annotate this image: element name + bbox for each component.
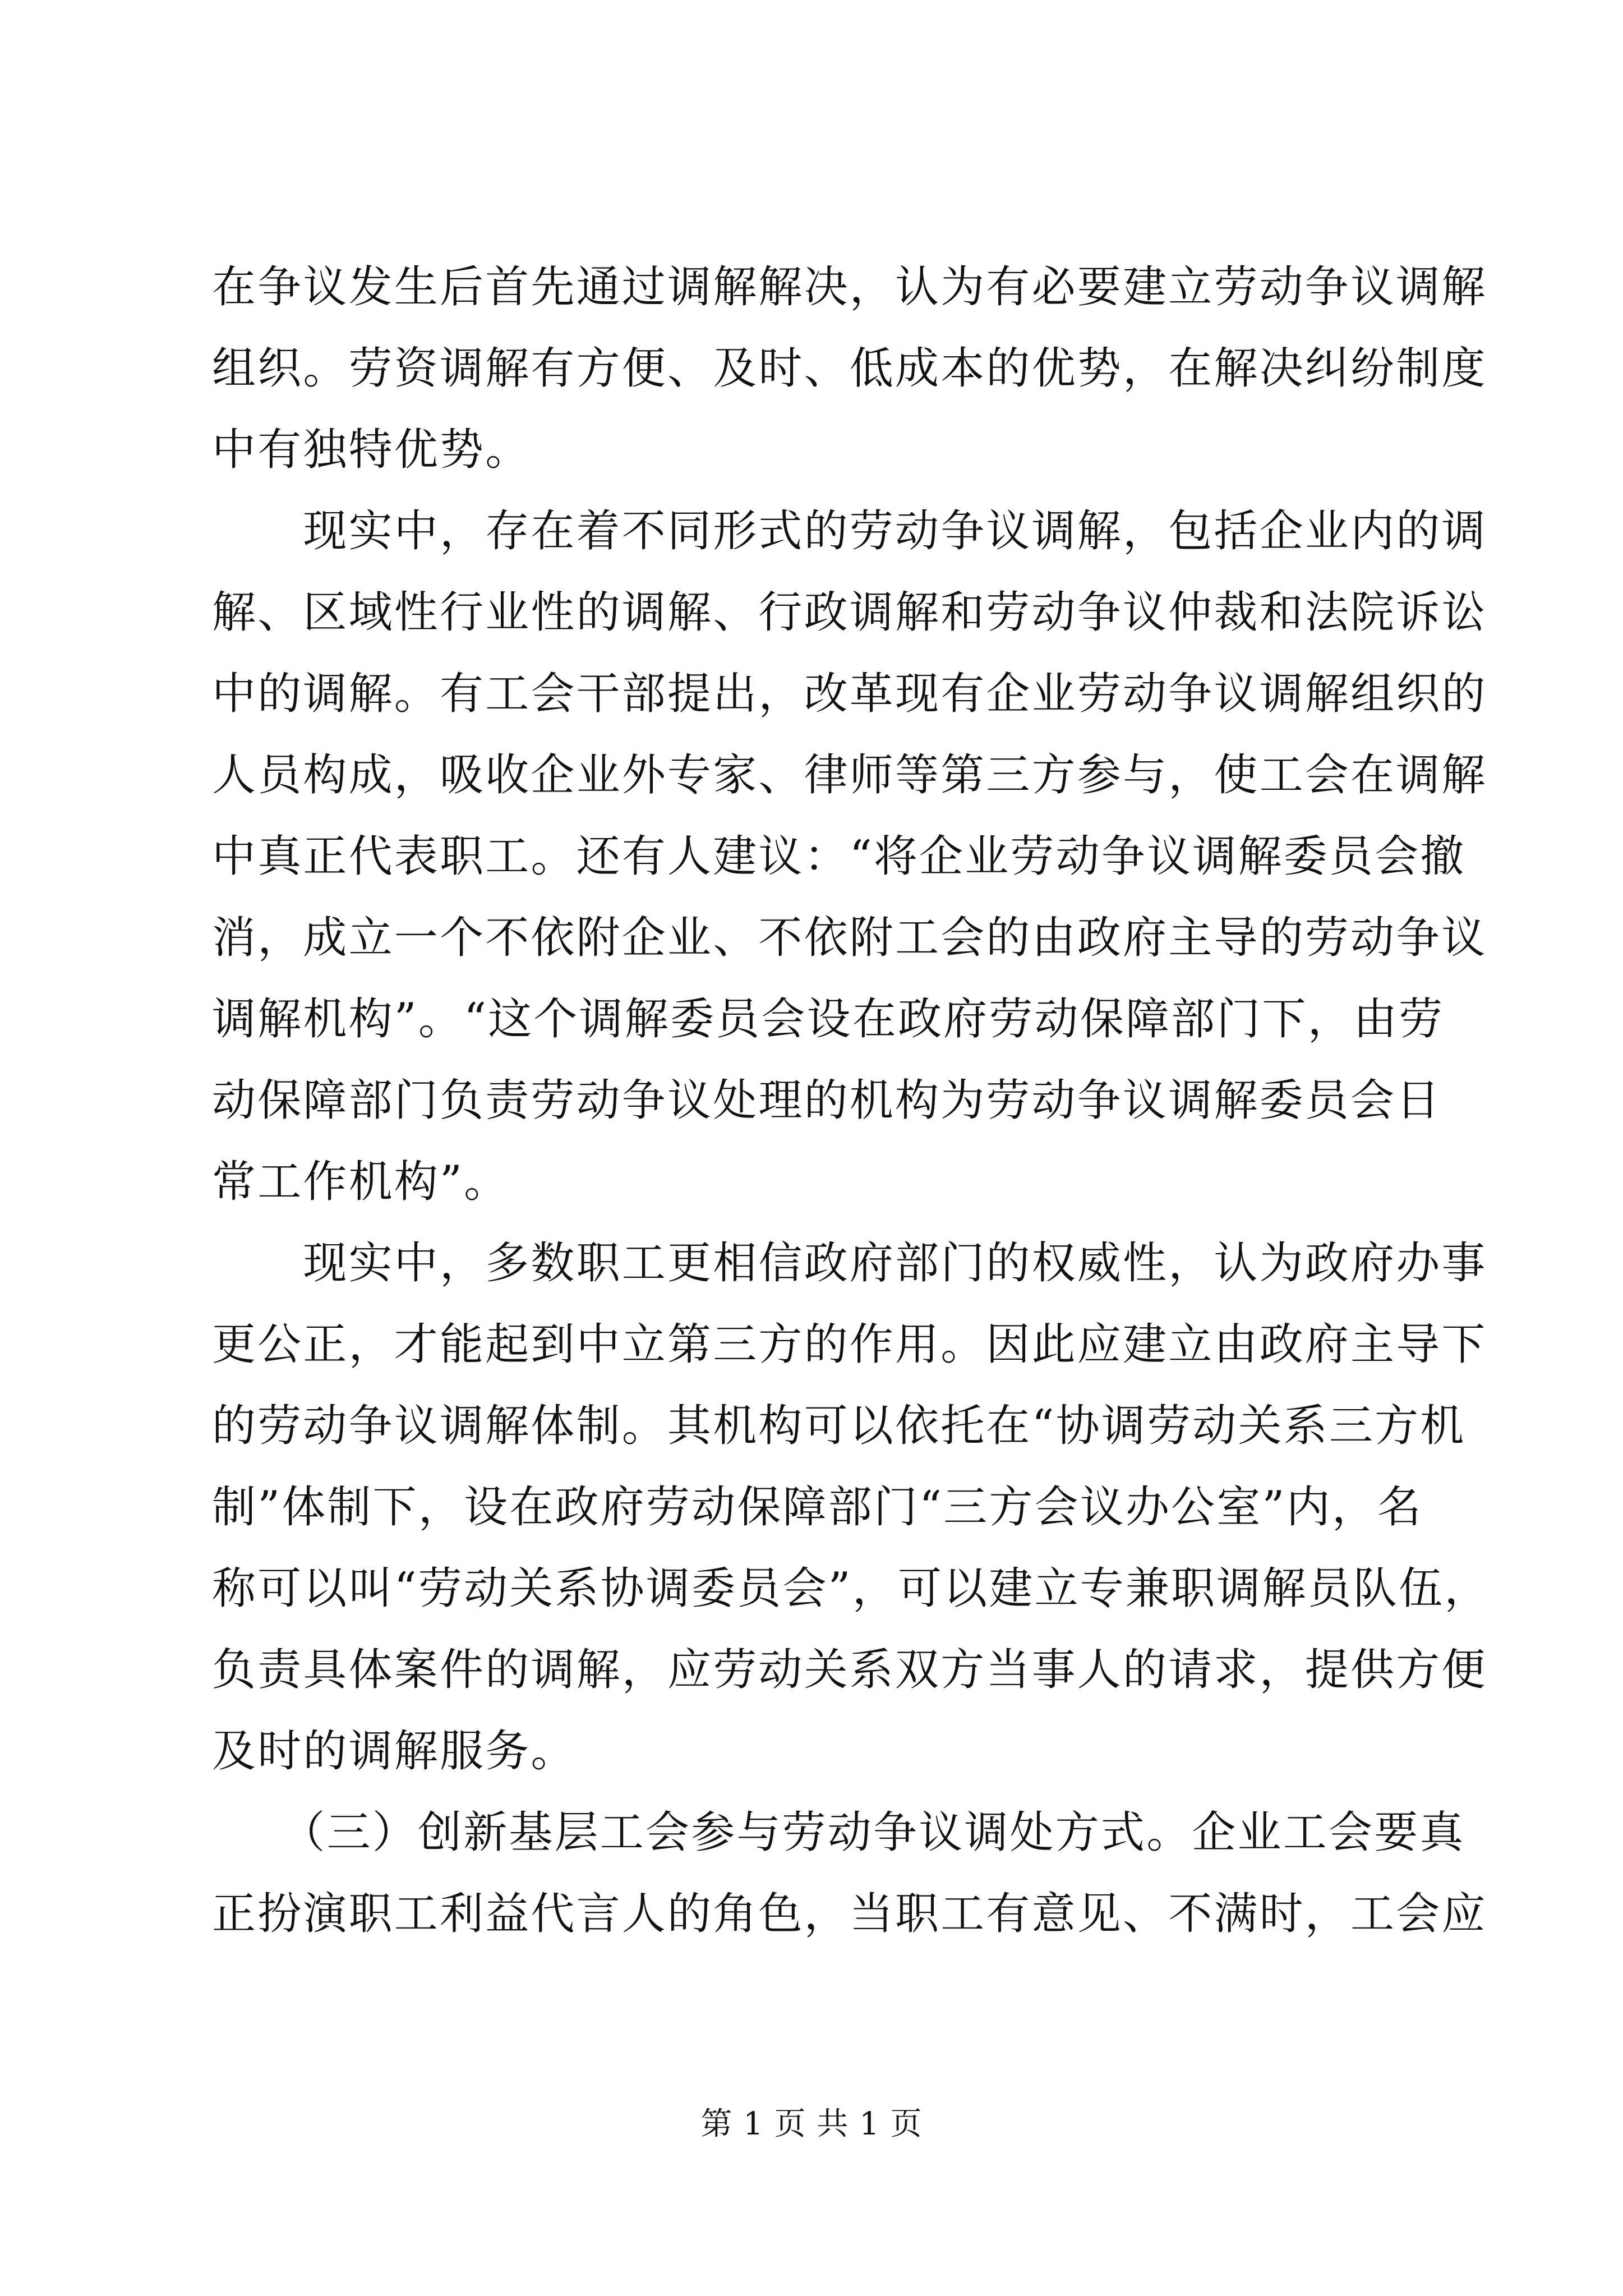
text-line: 中真正代表职工。还有人建议：“将企业劳动争议调解委员会撤	[212, 831, 1466, 882]
text-line: 组织。劳资调解有方便、及时、低成本的优势，在解决纠纷制度	[212, 343, 1487, 394]
text-line: 中的调解。有工会干部提出，改革现有企业劳动争议调解组织的	[212, 669, 1487, 719]
text-line: 制”体制下，设在政府劳动保障部门“三方会议办公室”内，名	[212, 1482, 1423, 1533]
text-line: 现实中，存在着不同形式的劳动争议调解，包括企业内的调	[212, 506, 1487, 556]
text-line: 正扮演职工利益代言人的角色，当职工有意见、不满时，工会应	[212, 1889, 1487, 1939]
text-line: 动保障部门负责劳动争议处理的机构为劳动争议调解委员会日	[212, 1075, 1442, 1126]
text-line: 解、区域性行业性的调解、行政调解和劳动争议仲裁和法院诉讼	[212, 587, 1487, 638]
text-line: 消，成立一个不依附企业、不依附工会的由政府主导的劳动争议	[212, 913, 1487, 963]
text-line: 负责具体案件的调解，应劳动关系双方当事人的请求，提供方便	[212, 1645, 1487, 1695]
text-line: 常工作机构”。	[212, 1157, 510, 1207]
text-line: 称可以叫“劳动关系协调委员会”，可以建立专兼职调解员队伍，	[212, 1563, 1490, 1614]
text-line: 现实中，多数职工更相信政府部门的权威性，认为政府办事	[212, 1238, 1487, 1289]
text-line: 在争议发生后首先通过调解解决，认为有必要建立劳动争议调解	[212, 262, 1487, 312]
text-line: 人员构成，吸收企业外专家、律师等第三方参与，使工会在调解	[212, 750, 1487, 800]
document-body	[212, 247, 1490, 1955]
text-line: 调解机构”。“这个调解委员会设在政府劳动保障部门下，由劳	[212, 994, 1445, 1045]
text-line: （三）创新基层工会参与劳动争议调处方式。企业工会要真	[212, 1807, 1465, 1858]
page-footer: 第 1 页 共 1 页	[700, 2106, 923, 2142]
text-line: 更公正，才能起到中立第三方的作用。因此应建立由政府主导下	[212, 1319, 1487, 1370]
text-line: 中有独特优势。	[212, 425, 531, 475]
text-line: 及时的调解服务。	[212, 1726, 577, 1777]
text-line: 的劳动争议调解体制。其机构可以依托在“协调劳动关系三方机	[212, 1401, 1466, 1451]
